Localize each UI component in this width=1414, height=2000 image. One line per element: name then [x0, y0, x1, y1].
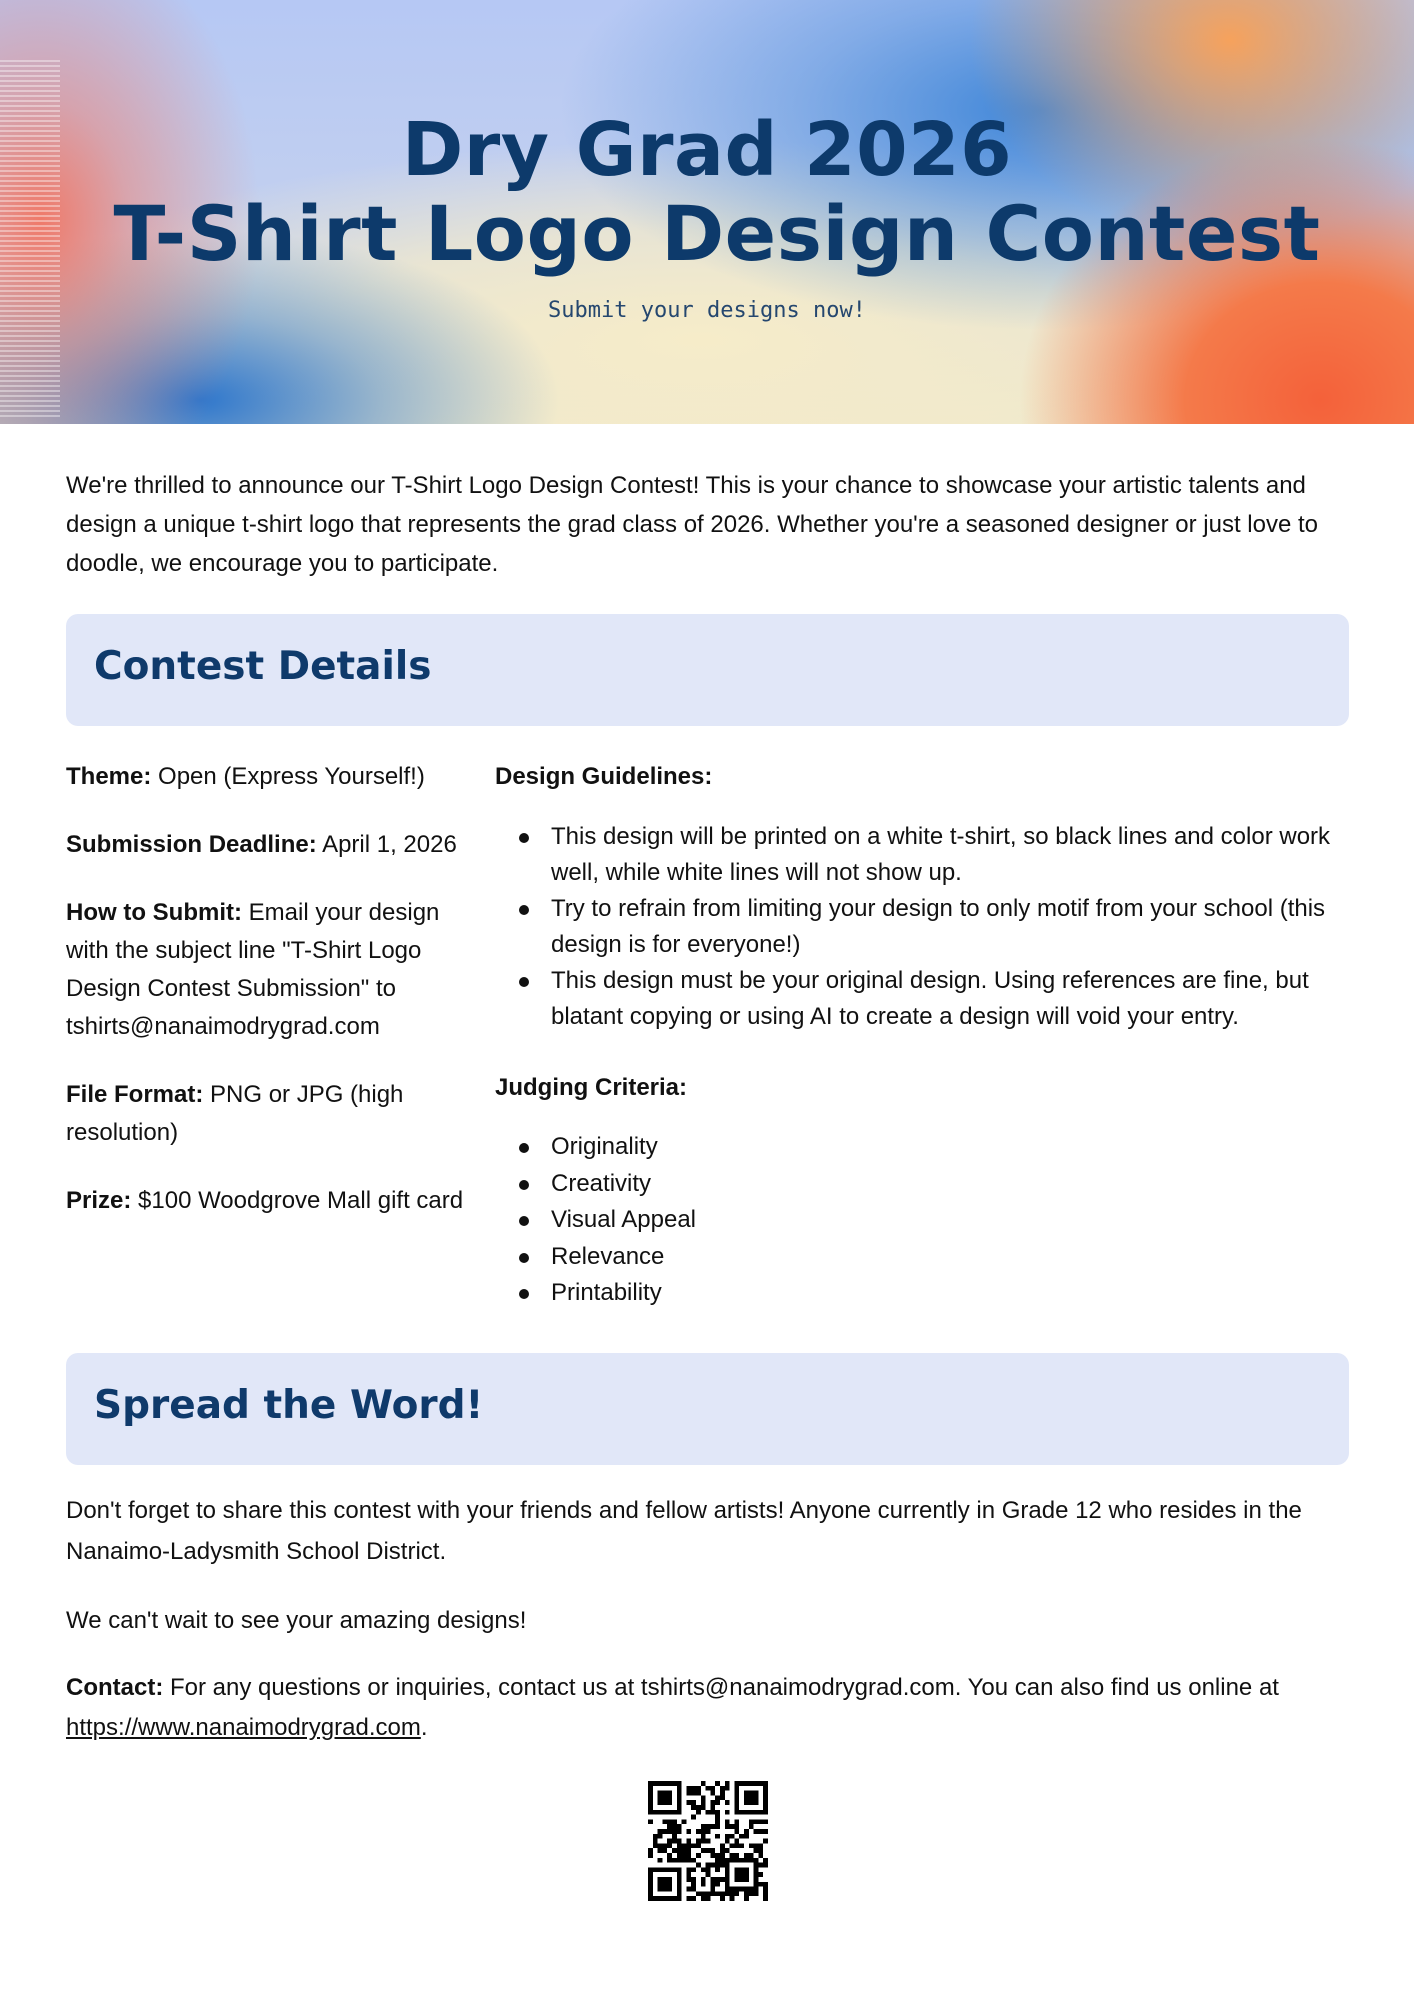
- deadline-value: April 1, 2026: [316, 831, 457, 858]
- title-line-1: Dry Grad 2026: [401, 107, 1013, 193]
- prize-value: $100 Woodgrove Mall gift card: [131, 1187, 464, 1214]
- intro-paragraph: We're thrilled to announce our T-Shirt Logo Design Contest! This is your chance to showcase your artistic talents and design a unique t-shirt logo that represents the grad class of 2026. Whether you're a seasoned designer or just love to doodle, we encourage you to participate.: [66, 472, 1318, 577]
- list-item: Printability: [495, 1275, 1355, 1312]
- deadline-label: Submission Deadline:: [66, 831, 317, 858]
- theme-label: Theme:: [66, 763, 152, 790]
- deadline-item: [66, 826, 486, 864]
- contact-text: For any questions or inquiries, contact us at tshirts@nanaimodrygrad.com. You can also find us online at: [163, 1674, 1279, 1701]
- list-item: This design must be your original design. Using references are fine, but blatant copying or using AI to create a design will void your entry.: [495, 963, 1355, 1035]
- list-item: Try to refrain from limiting your design to only motif from your school (this design is for everyone!): [495, 891, 1355, 963]
- file-format-label: File Format:: [66, 1081, 204, 1108]
- criteria-heading: Judging Criteria:: [495, 1074, 688, 1101]
- theme-value: Open (Express Yourself!): [151, 763, 425, 790]
- contact-label: Contact:: [66, 1674, 164, 1701]
- file-format-value: PNG or JPG (high resolution): [66, 1081, 404, 1146]
- website-link[interactable]: https://www.nanaimodrygrad.com: [66, 1714, 421, 1741]
- how-to-submit-label: How to Submit:: [66, 899, 242, 926]
- list-item: Originality: [495, 1129, 1355, 1166]
- prize-label: Prize:: [66, 1187, 132, 1214]
- spread-paragraph: Don't forget to share this contest with your friends and fellow artists! Anyone currently in Grade 12 who resides in the Nanaimo-Ladysmith School District.: [66, 1497, 1302, 1565]
- spread-word-heading: Spread the Word!: [94, 1383, 484, 1428]
- subtitle: Submit your designs now!: [548, 298, 866, 323]
- qr-code-icon[interactable]: [648, 1781, 768, 1901]
- theme-item: [66, 758, 486, 796]
- file-format-item: [66, 1076, 486, 1152]
- guidelines-list: [495, 819, 1355, 1035]
- list-item: Visual Appeal: [495, 1202, 1355, 1239]
- criteria-list: [495, 1129, 1355, 1312]
- list-item: This design will be printed on a white t-shirt, so black lines and color work well, while white lines will not show up.: [495, 819, 1355, 891]
- contest-details-heading: Contest Details: [94, 644, 432, 689]
- contact-end: .: [420, 1714, 428, 1741]
- header-banner: [0, 0, 1414, 424]
- contest-details-right: [495, 758, 1355, 1312]
- contact-paragraph: [66, 1668, 1351, 1748]
- list-item: Relevance: [495, 1239, 1355, 1276]
- how-to-submit-value: Email your design with the subject line "T-Shirt Logo Design Contest Submission" to tshirts@nanaimodrygrad.com: [66, 899, 440, 1040]
- list-item: Creativity: [495, 1166, 1355, 1203]
- how-to-submit-item: [66, 894, 486, 1046]
- spread-word-header: [66, 1353, 1349, 1465]
- contest-details-header: [66, 614, 1349, 726]
- page-title: [0, 108, 1414, 276]
- closing-paragraph: We can't wait to see your amazing designs!: [66, 1607, 527, 1634]
- contest-details-left: [66, 758, 486, 1250]
- title-line-2: T-Shirt Logo Design Contest: [113, 189, 1321, 278]
- guidelines-heading: Design Guidelines:: [495, 763, 713, 790]
- prize-item: [66, 1182, 486, 1220]
